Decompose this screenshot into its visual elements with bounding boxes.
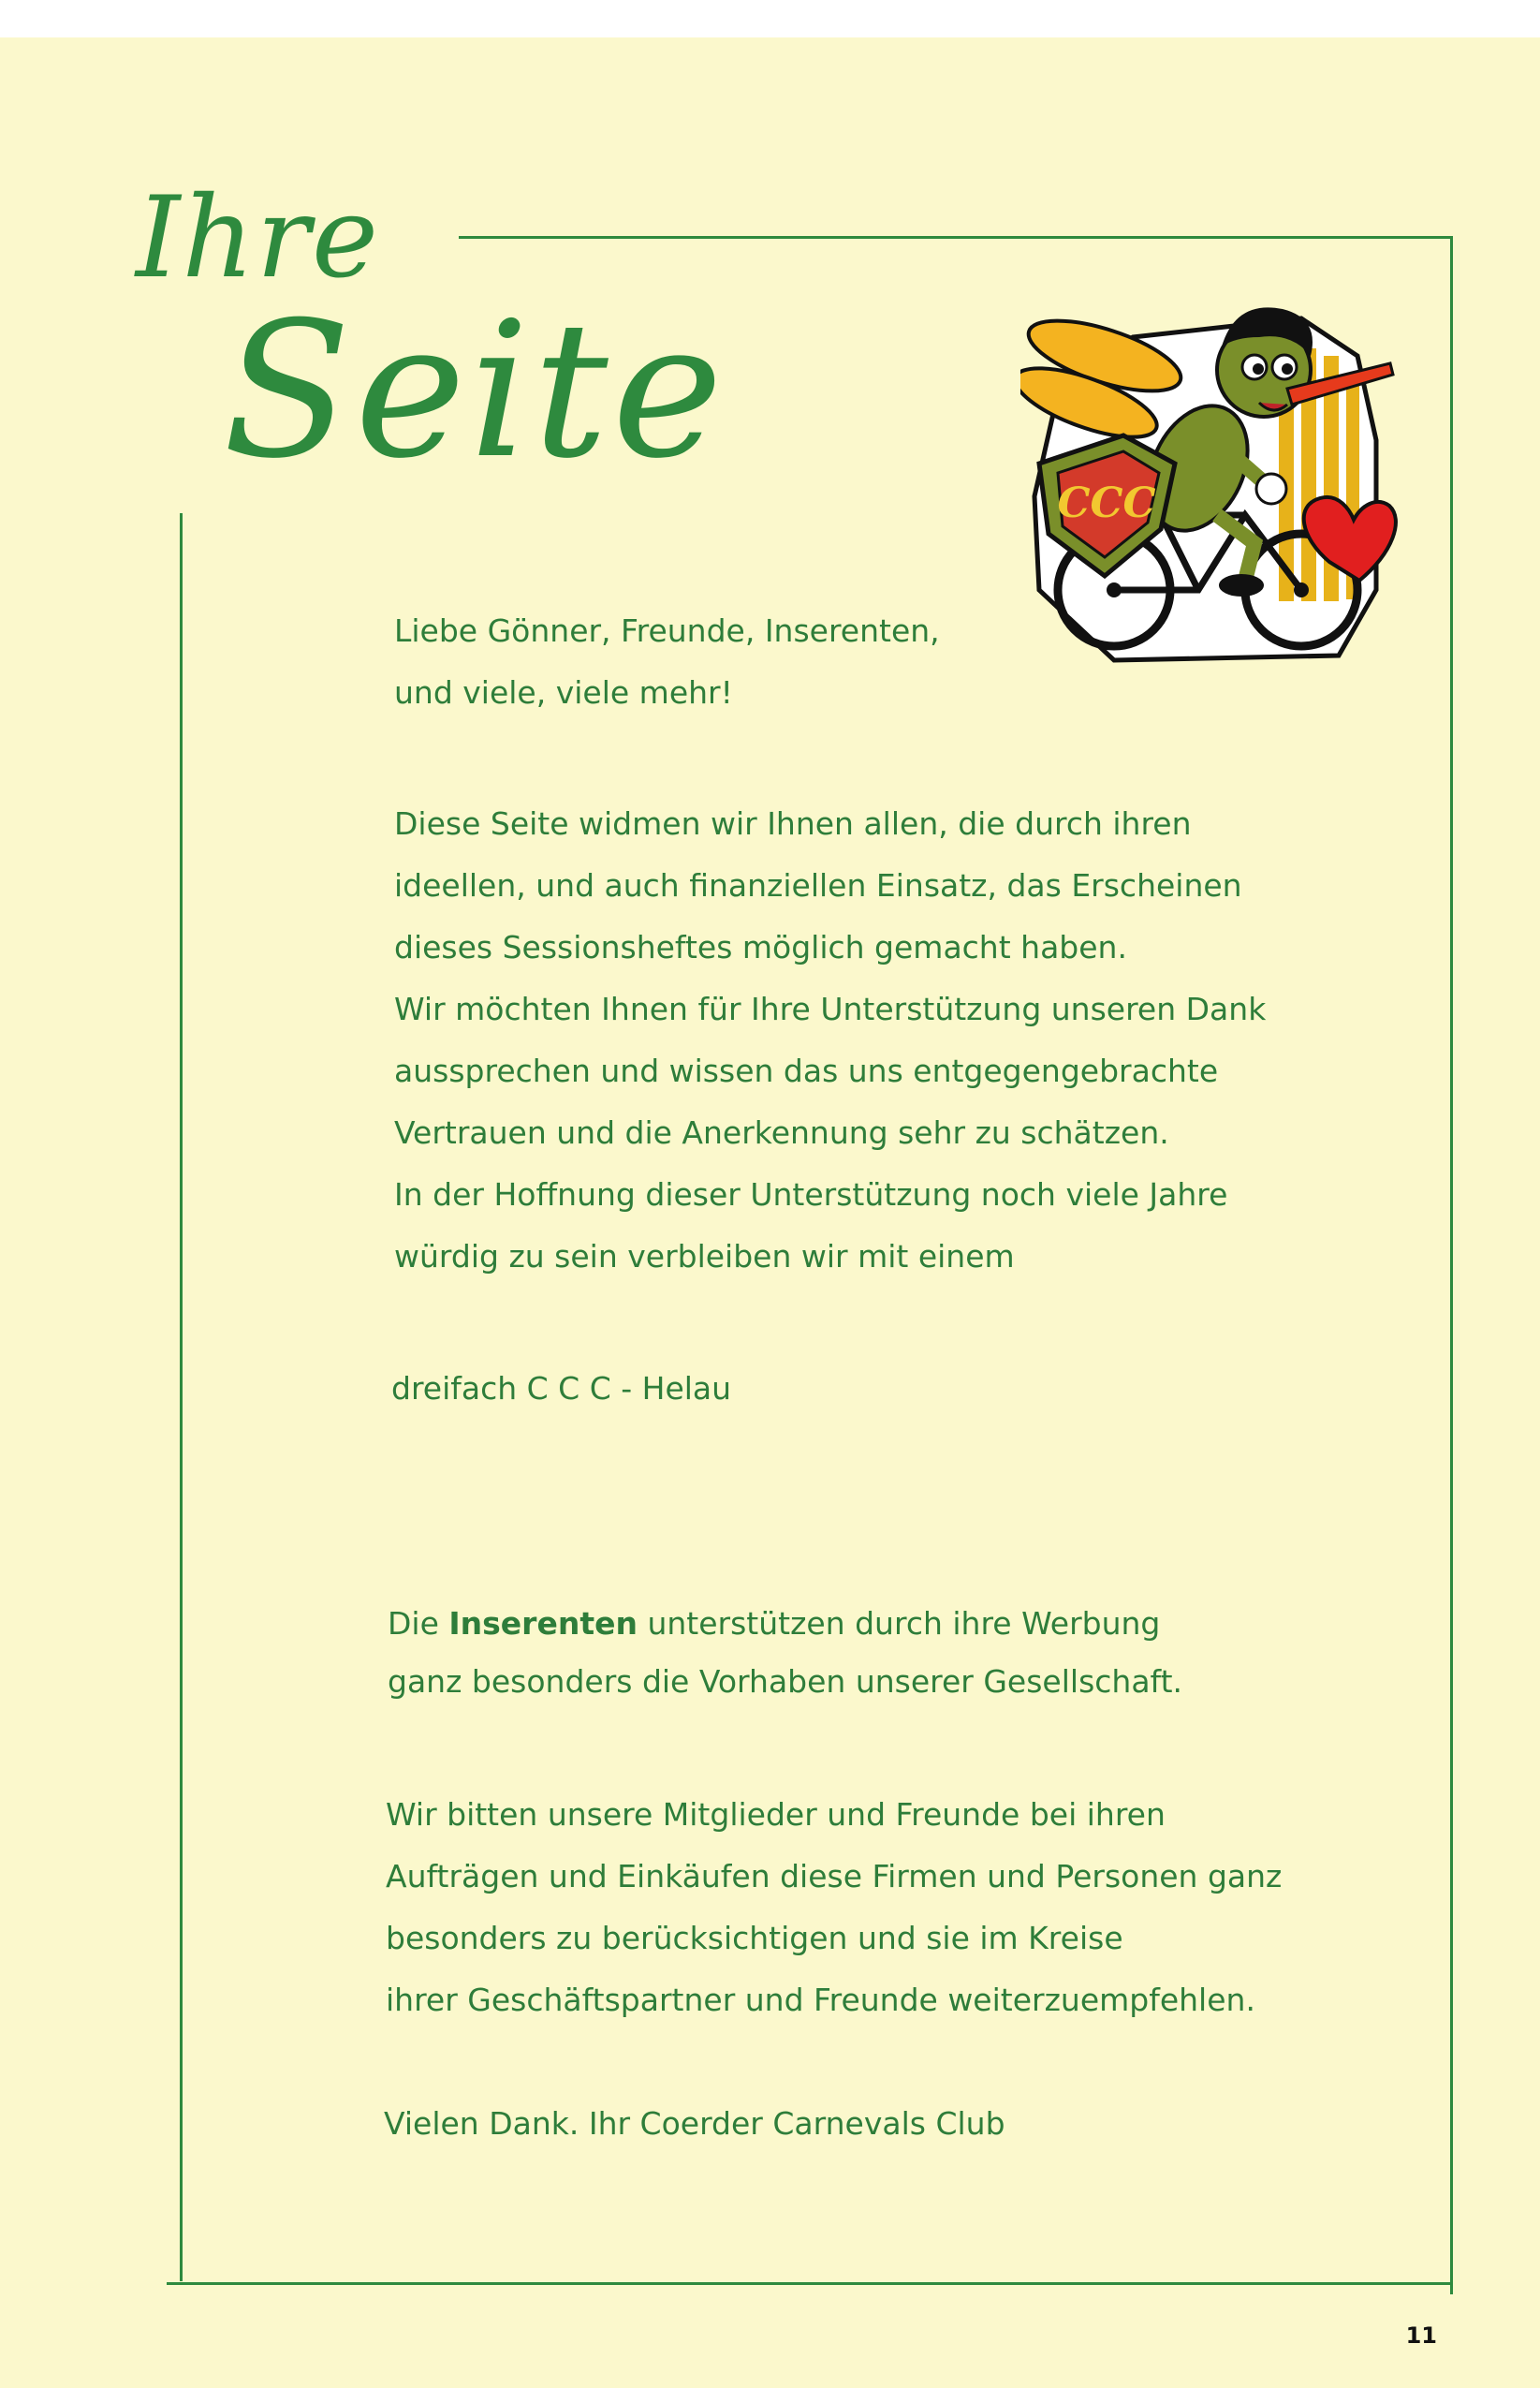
greeting-line: Liebe Gönner, Freunde, Inserenten,: [394, 612, 940, 649]
frame-bottom-rule: [167, 2282, 1453, 2285]
greeting-block: [394, 600, 940, 724]
body-line: dieses Sessionsheftes möglich gemacht haben.: [394, 929, 1127, 966]
request-line: besonders zu berücksichtigen und sie im Kreise: [386, 1920, 1123, 1956]
signature-line: Vielen Dank. Ihr Coerder Carnevals Club: [384, 2105, 1005, 2142]
page-title-ihre: Ihre: [136, 173, 381, 303]
body-paragraph: [394, 793, 1266, 1288]
body-line: Wir möchten Ihnen für Ihre Unterstützung unseren Dank: [394, 991, 1267, 1027]
request-line: ihrer Geschäftspartner und Freunde weiterzuempfehlen.: [386, 1982, 1255, 2018]
frame-left-rule: [180, 513, 183, 2281]
closing-line: dreifach C C C - Helau: [391, 1370, 732, 1407]
frame-right-rule: [1450, 236, 1453, 2294]
body-line: aussprechen und wissen das uns entgegengebrachte: [394, 1053, 1219, 1089]
body-line: ideellen, und auch finanziellen Einsatz, das Erscheinen: [394, 867, 1242, 904]
frame-top-rule: [459, 236, 1453, 239]
greeting-line: und viele, viele mehr!: [394, 674, 733, 711]
request-paragraph: [386, 1784, 1282, 2031]
closing-helau: [391, 1358, 731, 1420]
request-line: Aufträgen und Einkäufen diese Firmen und Personen ganz: [386, 1858, 1283, 1894]
inserenten-rest: unterstützen durch ihre Werbung: [637, 1605, 1161, 1642]
inserenten-bold: Inserenten: [448, 1605, 638, 1642]
inserenten-paragraph: [388, 1595, 1182, 1711]
body-line: In der Hoffnung dieser Unterstützung noch viele Jahre: [394, 1176, 1228, 1213]
body-line: würdig zu sein verbleiben wir mit einem: [394, 1238, 1015, 1275]
inserenten-line-2: ganz besonders die Vorhaben unserer Gesellschaft.: [388, 1663, 1183, 1700]
mosquito-cyclist-mascot: [1020, 281, 1404, 674]
request-line: Wir bitten unsere Mitglieder und Freunde bei ihren: [386, 1796, 1166, 1833]
page-number: 11: [1405, 2322, 1437, 2349]
inserenten-prefix: Die: [388, 1605, 449, 1642]
body-line: Vertrauen und die Anerkennung sehr zu schätzen.: [394, 1114, 1169, 1151]
signature: [384, 2093, 1005, 2155]
inserenten-line-1: [388, 1595, 1182, 1653]
page-title-seite: Seite: [223, 282, 727, 500]
emblem-ccc-text: CCC: [1057, 479, 1156, 527]
body-line: Diese Seite widmen wir Ihnen allen, die durch ihren: [394, 805, 1192, 842]
